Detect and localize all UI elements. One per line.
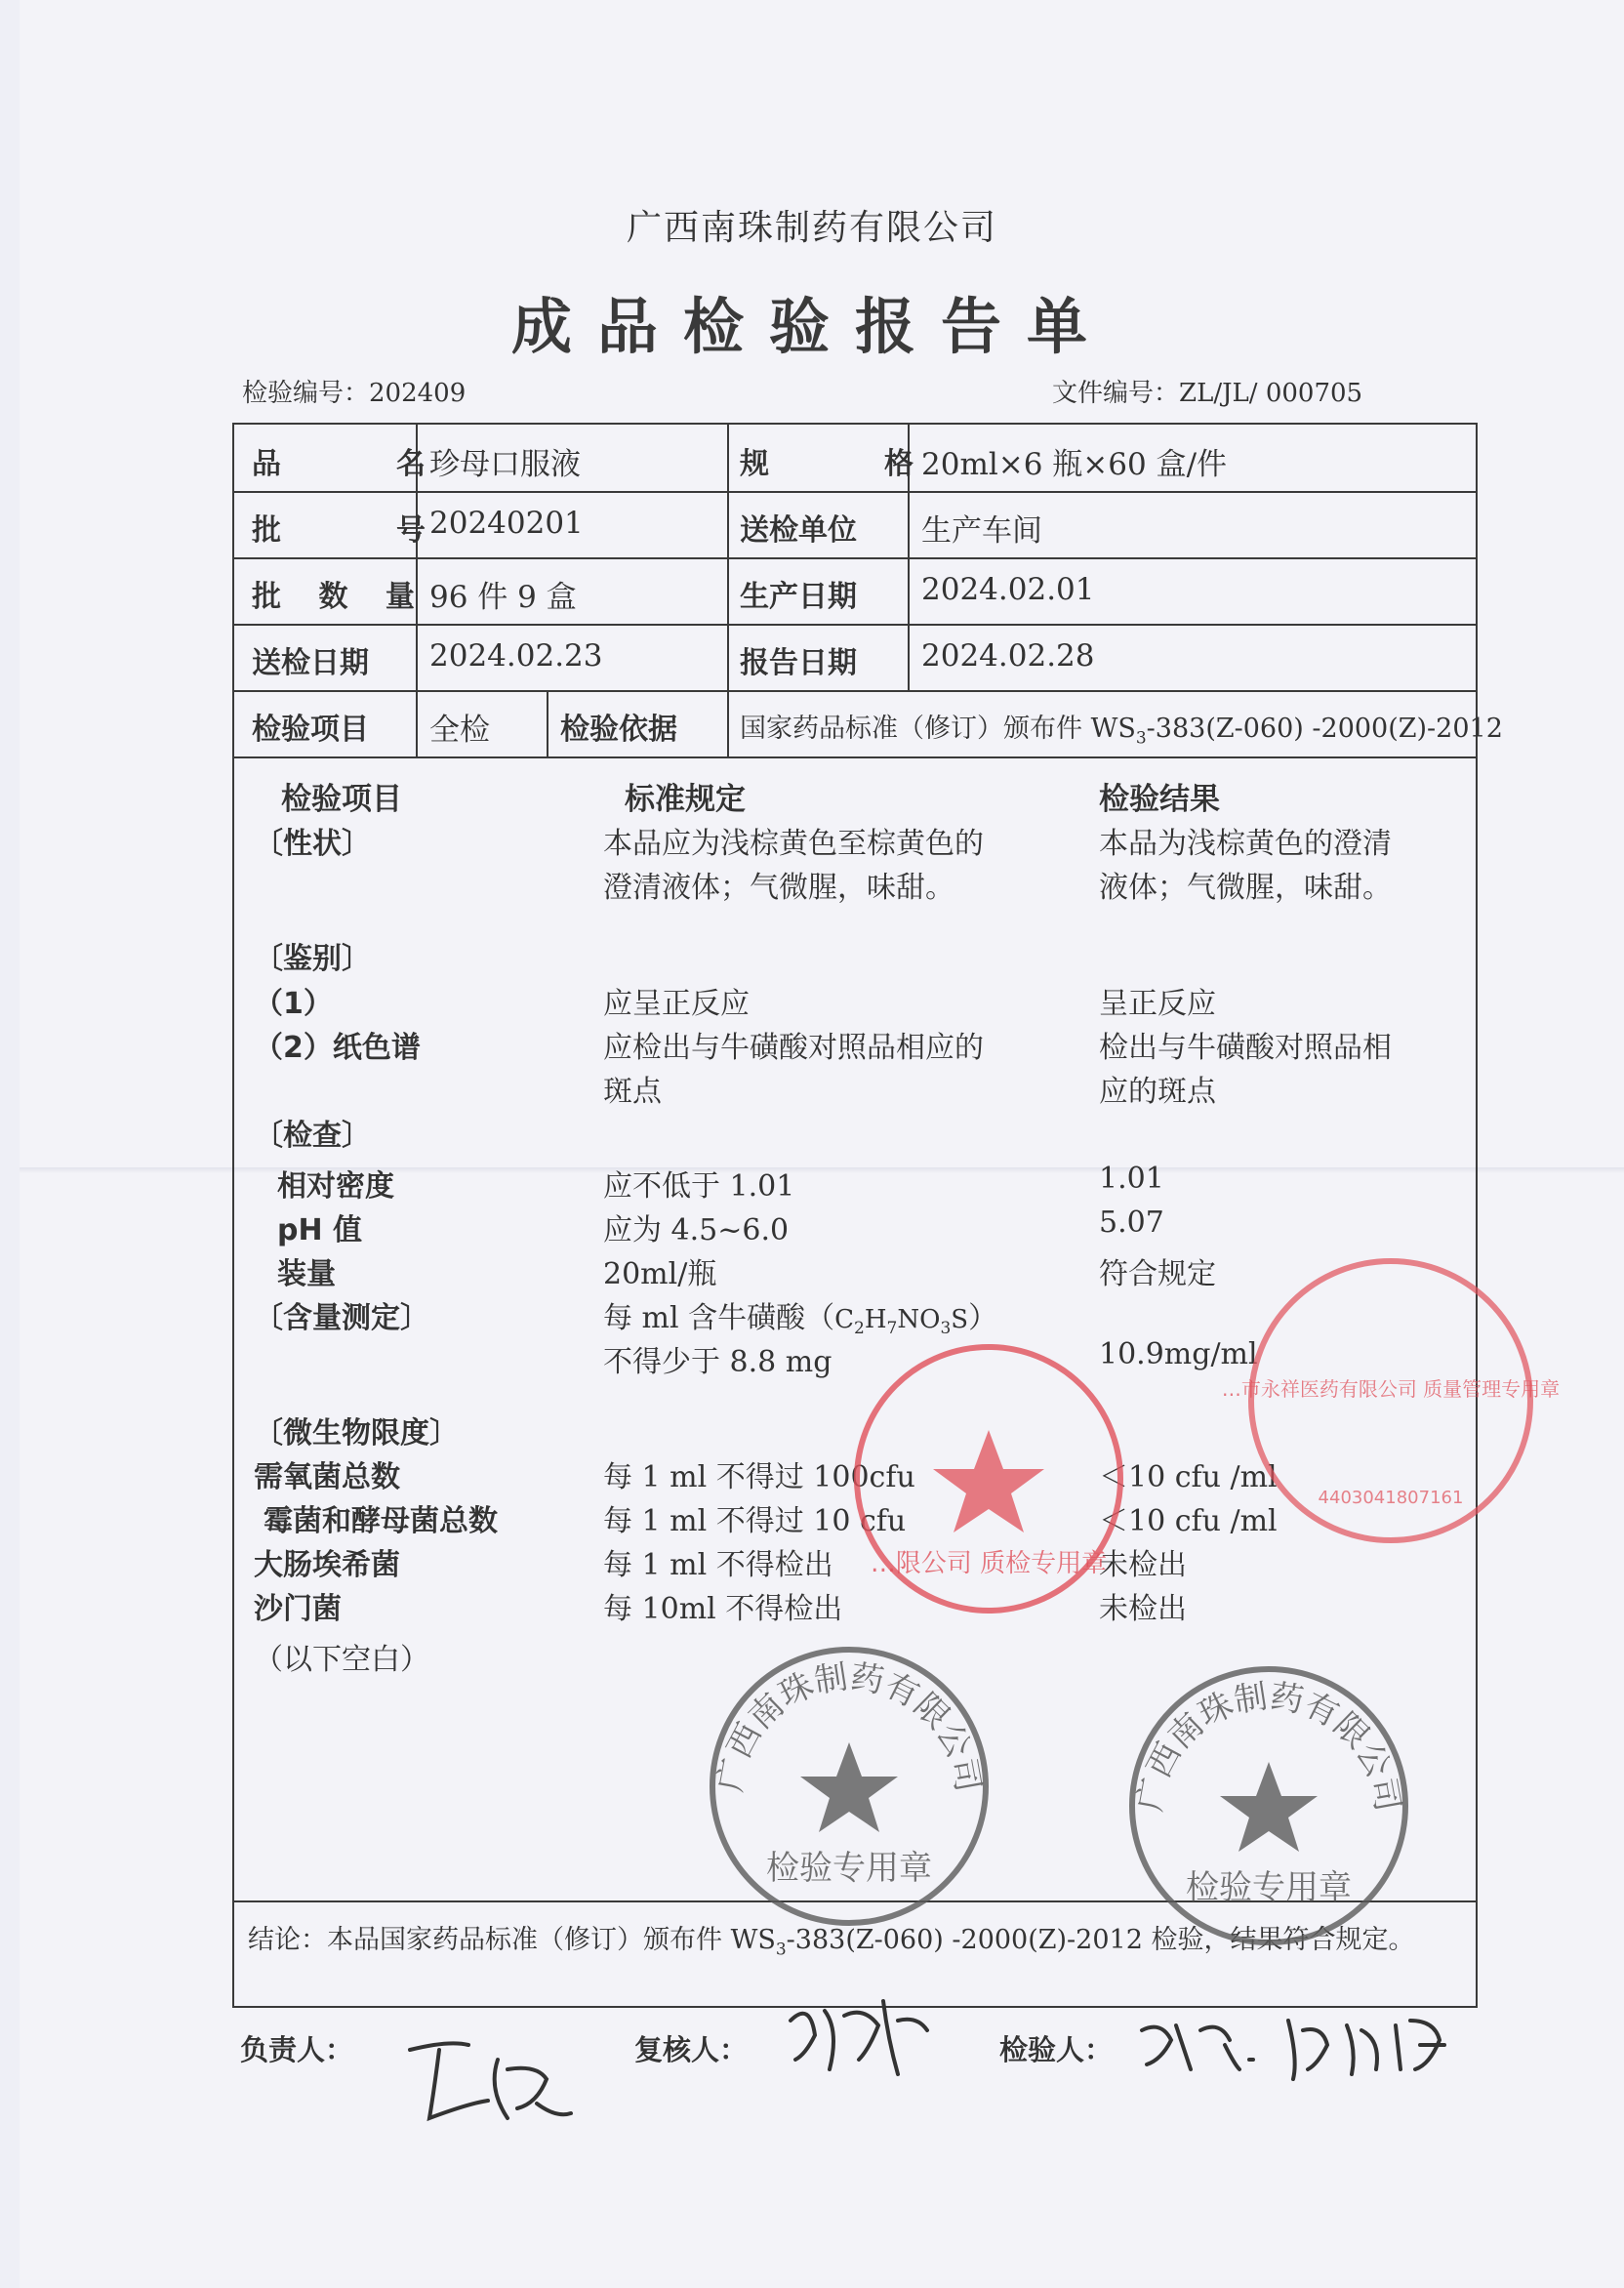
salmonella-standard: 每 10ml 不得检出	[603, 1592, 843, 1626]
quantity-label: 批 数 量	[252, 580, 428, 614]
batch-label: 批 号	[252, 513, 468, 548]
file-number	[1052, 373, 1362, 409]
product-value: 珍母口服液	[429, 447, 581, 482]
mold-item: 霉菌和酵母菌总数	[264, 1504, 498, 1538]
grid-line	[547, 690, 548, 756]
col-result-header: 检验结果	[1099, 782, 1220, 817]
fill-standard: 20ml/瓶	[603, 1257, 717, 1291]
microbial-section: 〔微生物限度〕	[254, 1416, 459, 1450]
assay-result: 10.9mg/ml	[1099, 1337, 1258, 1371]
identification-item2: （2）纸色谱	[254, 1031, 421, 1065]
density-item: 相对密度	[277, 1169, 394, 1204]
grid-line	[234, 557, 1476, 559]
file-number-value: ZL/JL/ 000705	[1179, 379, 1363, 408]
col-item-header: 检验项目	[281, 782, 402, 817]
report-title: 成品检验报告单	[510, 291, 1113, 362]
assay-section: 〔含量测定〕	[254, 1301, 429, 1335]
identification-result2-line1: 检出与牛磺酸对照品相	[1099, 1031, 1392, 1065]
fill-result: 符合规定	[1099, 1257, 1216, 1291]
company-name: 广西南珠制药有限公司	[626, 208, 997, 248]
assay-std-suffix: ）	[968, 1301, 998, 1335]
aerobic-result: ＜10 cfu /ml	[1099, 1460, 1278, 1494]
mold-result: ＜10 cfu /ml	[1099, 1504, 1278, 1538]
ph-item: pH 值	[277, 1213, 363, 1247]
gray-inspection-stamp-left	[703, 1640, 995, 1933]
gray-left-ring-path: 广西南珠制药有限公司	[710, 1657, 988, 1795]
star-icon	[933, 1430, 1044, 1532]
assay-std-line1	[603, 1293, 997, 1338]
grid-line	[234, 756, 1476, 758]
red-quality-stamp-left	[847, 1337, 1130, 1620]
reviewer-label: 复核人：	[634, 2033, 749, 2066]
basis-value	[740, 707, 1503, 748]
batch-value: 20240201	[429, 506, 584, 541]
identification-result1: 呈正反应	[1099, 987, 1216, 1021]
ecoli-standard: 每 1 ml 不得检出	[603, 1548, 833, 1582]
assay-std-line2: 不得少于 8.8 mg	[603, 1345, 832, 1379]
ecoli-result: 未检出	[1099, 1548, 1187, 1582]
ph-standard: 应为 4.5~6.0	[603, 1213, 790, 1247]
appearance-result-line1: 本品为浅棕黄色的澄清	[1099, 827, 1392, 861]
basis-suffix: -383(Z-060) -2000(Z)-2012	[1146, 714, 1503, 744]
blank-note: （以下空白）	[254, 1643, 429, 1677]
file-number-label: 文件编号：	[1052, 379, 1180, 408]
inspection-number-value: 202409	[369, 379, 467, 408]
quantity-value: 96 件 9 盒	[429, 580, 577, 615]
taurine-formula: $C_2H_7NO_3S$	[834, 1305, 969, 1339]
basis-prefix: 国家药品标准（修订）颁布件 WS	[740, 714, 1136, 744]
fill-item: 装量	[277, 1257, 336, 1291]
prod-date-label: 生产日期	[740, 580, 857, 614]
conclusion-suffix: -383(Z-060) -2000(Z)-2012 检验，结果符合规定。	[786, 1925, 1415, 1955]
inspection-number-label: 检验编号：	[242, 379, 370, 408]
gray-right-ring-path: 广西南珠制药有限公司	[1130, 1677, 1407, 1815]
salmonella-result: 未检出	[1099, 1592, 1187, 1626]
red-left-stamp-text: …限公司 质检专用章	[870, 1549, 1108, 1578]
basis-subscript: 3	[1135, 728, 1147, 749]
identification-std2-line2: 斑点	[603, 1075, 662, 1109]
aerobic-standard: 每 1 ml 不得过 100cfu	[603, 1460, 915, 1494]
grid-line	[234, 690, 1476, 692]
appearance-std-line2: 澄清液体；气微腥，味甜。	[603, 871, 954, 905]
appearance-result-line2: 液体；气微腥，味甜。	[1099, 871, 1392, 905]
responsible-label: 负责人：	[240, 2033, 354, 2066]
aerobic-item: 需氧菌总数	[254, 1460, 400, 1494]
responsible-signature	[390, 2011, 586, 2138]
star-icon	[1220, 1762, 1318, 1852]
submit-date-label: 送检日期	[252, 646, 369, 680]
basis-label: 检验依据	[560, 713, 677, 747]
identification-std2-line1: 应检出与牛磺酸对照品相应的	[603, 1031, 984, 1065]
col-standard-header: 标准规定	[625, 782, 746, 817]
density-standard: 应不低于 1.01	[603, 1169, 795, 1204]
gray-right-stamp-label: 检验专用章	[1186, 1868, 1352, 1907]
gray-inspection-stamp-right	[1122, 1659, 1415, 1952]
inspection-number	[242, 373, 466, 409]
gray-left-stamp-label: 检验专用章	[766, 1849, 932, 1888]
identification-item1: （1）	[254, 987, 333, 1021]
appearance-section: 〔性状〕	[254, 827, 371, 861]
identification-std1: 应呈正反应	[603, 987, 750, 1021]
spec-label: 规 格	[740, 447, 956, 481]
report-date-label: 报告日期	[740, 646, 857, 680]
assay-std-prefix: 每 ml 含牛磺酸（	[603, 1301, 835, 1335]
identification-result2-line2: 应的斑点	[1099, 1075, 1216, 1109]
product-label: 品 名	[252, 447, 468, 481]
inspector-signature	[1132, 2001, 1464, 2089]
conclusion-prefix: 结论：本品国家药品标准（修订）颁布件 WS	[248, 1925, 776, 1955]
grid-line	[727, 425, 729, 756]
conclusion-subscript: 3	[775, 1940, 787, 1960]
red-right-stamp-text: …市永祥医药有限公司 质量管理专用章	[1221, 1377, 1561, 1401]
submitter-value: 生产车间	[921, 513, 1042, 549]
submitter-label: 送检单位	[740, 513, 857, 548]
salmonella-item: 沙门菌	[254, 1592, 342, 1626]
prod-date-value: 2024.02.01	[921, 572, 1095, 607]
inspector-label: 检验人：	[999, 2033, 1114, 2066]
red-quality-stamp-right	[1221, 1249, 1561, 1552]
report-date-value: 2024.02.28	[921, 638, 1095, 674]
ecoli-item: 大肠埃希菌	[254, 1548, 400, 1582]
mold-standard: 每 1 ml 不得过 10 cfu	[603, 1504, 907, 1538]
inspection-section: 〔检查〕	[254, 1119, 371, 1153]
identification-section: 〔鉴别〕	[254, 942, 371, 976]
item-value: 全检	[429, 713, 490, 748]
appearance-std-line1: 本品应为浅棕黄色至棕黄色的	[603, 827, 984, 861]
grid-line	[234, 491, 1476, 493]
item-label: 检验项目	[252, 713, 369, 747]
ph-result: 5.07	[1099, 1205, 1164, 1240]
grid-line	[234, 624, 1476, 626]
density-result: 1.01	[1099, 1162, 1164, 1196]
star-icon	[800, 1742, 898, 1832]
reviewer-signature	[771, 1982, 937, 2089]
spec-value: 20ml×6 瓶×60 盒/件	[921, 447, 1228, 482]
submit-date-value: 2024.02.23	[429, 638, 603, 674]
red-right-stamp-code: 4403041807161	[1318, 1488, 1464, 1508]
